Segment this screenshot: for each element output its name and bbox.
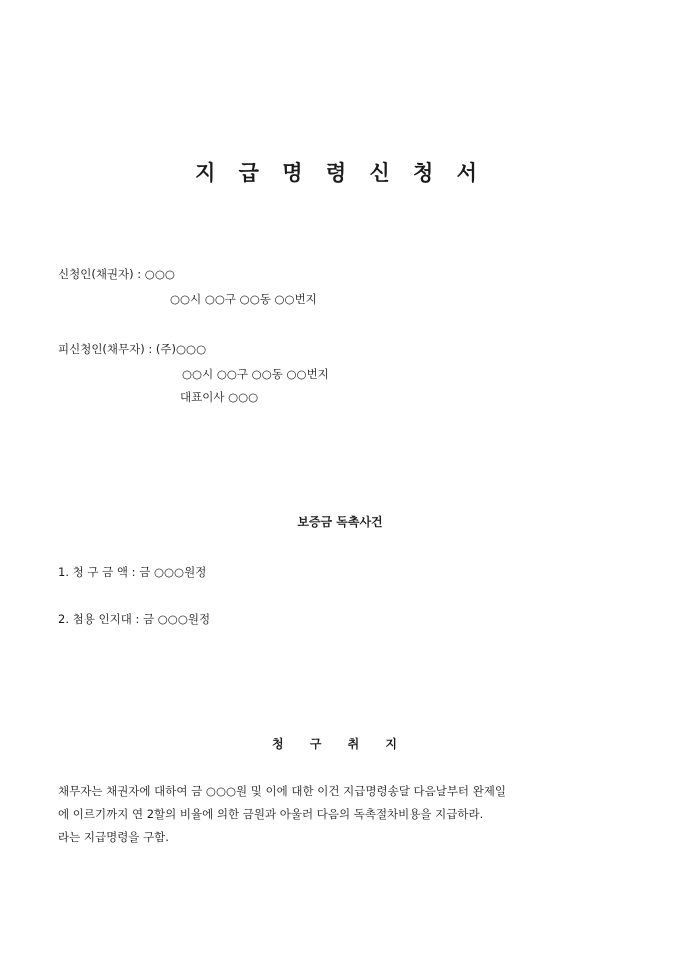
- claim-line: 라는 지급명령을 구함.: [58, 830, 169, 844]
- applicant-address: ○○시 ○○구 ○○동 ○○번지: [170, 292, 317, 306]
- document-title: 지 급 명 령 신 청 서: [195, 160, 485, 185]
- case-title: 보증금 독촉사건: [297, 515, 383, 529]
- claim-purpose-body: [58, 780, 648, 849]
- claim-line: 채무자는 채권자에 대하여 금 ○○○원 및 이에 대한 이건 지급명령송달 다음날부터 완제일: [58, 784, 507, 798]
- respondent-representative: 대표이사 ○○○: [180, 390, 259, 404]
- stamp-fee-item: 2. 첨용 인지대 : 금 ○○○원정: [58, 612, 211, 626]
- respondent-address: ○○시 ○○구 ○○동 ○○번지: [182, 367, 329, 381]
- applicant-label: 신청인(채권자) : ○○○: [58, 267, 175, 281]
- claim-purpose-heading: 청 구 취 지: [272, 737, 408, 751]
- claim-amount-item: 1. 청 구 금 액 : 금 ○○○원정: [58, 565, 207, 579]
- respondent-label: 피신청인(채무자) : (주)○○○: [58, 342, 207, 356]
- claim-line: 에 이르기까지 연 2할의 비율에 의한 금원과 아울러 다음의 독촉절차비용을 지급하라.: [58, 807, 484, 821]
